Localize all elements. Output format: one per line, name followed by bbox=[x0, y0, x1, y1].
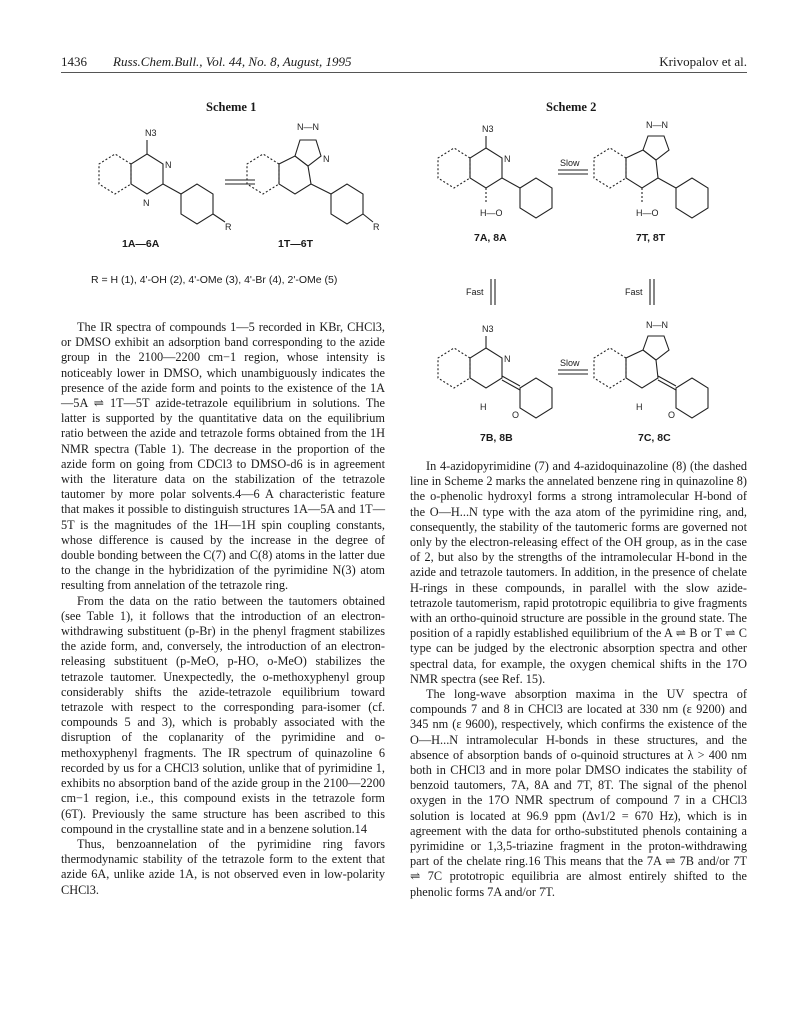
left-text-column bbox=[61, 320, 385, 898]
svg-text:N—N: N—N bbox=[646, 320, 668, 330]
scheme-1-title: Scheme 1 bbox=[206, 100, 257, 114]
scheme-1-structures bbox=[85, 118, 395, 236]
structure-1t bbox=[247, 122, 380, 232]
scheme-2-label-7c: 7C, 8C bbox=[638, 432, 671, 444]
slow-label-bottom: Slow bbox=[560, 358, 580, 368]
svg-text:R: R bbox=[373, 222, 380, 232]
header-rule bbox=[61, 72, 747, 73]
svg-text:N: N bbox=[504, 154, 511, 164]
fast-label-right: Fast bbox=[625, 287, 643, 297]
right-text-column bbox=[410, 459, 747, 900]
structure-7c bbox=[594, 320, 708, 420]
fast-equilibrium-right bbox=[646, 277, 658, 307]
fast-equilibrium-left bbox=[487, 277, 499, 307]
structure-7t bbox=[594, 120, 708, 218]
paragraph: In 4-azidopyrimidine (7) and 4-azidoquinazoline (8) (the dashed line in Scheme 2 marks the annelated benzene ring in quinazoline 8) the o-phenolic hydroxyl forms a strong intramolecular H-bond of the O—H...N type with the aza atom of the pyrimidine ring, and, consequently, the stability of the tautomeric forms are governed not only by the electron-releasing effect of the OH group, as in the case of 2, but also by the strengths of the intramolecular H-bond in the azide and tetrazole tautomers. In addition, in the presence of chelate H-rings in these compounds, in parallel with the slow azide-tetrazole tautomerism, rapid prototropic equilibria to give fragments with an ortho-quinoid structure are possible in the ground state. The position of a rapidly established equilibrium of the A ⇌ B or T ⇌ C type can be judged by the electronic absorption spectra and other spectral data, for example, the oxygen chemical shifts in the 17O NMR spectra (see Ref. 15). bbox=[410, 459, 747, 686]
paragraph: The long-wave absorption maxima in the UV spectra of compounds 7 and 8 in CHCl3 are located at 330 nm (ε 9200) and 345 nm (ε 9600), respectively, which confirms the existence of the O—H...N intramolecular H-bonds in these structures, and the absence of absorption bands of o-quinoid structures at λ > 400 nm both in CHCl3 and in more polar DMSO indicates the stability of benzoid tautomers, 7A, 8A and 7T, 8T. The signal of the phenol oxygen in the 17O NMR spectrum of compound 7 in a CHCl3 solution is located at 96.9 ppm (Δν1/2 = 670 Hz), which is in agreement with the data for ortho-substituted phenols containing a pyrimidine or 1,3,5-triazine fragment in the proton-withdrawing part of the chelate ring.16 This means that the 7A ⇌ 7B and/or 7T ⇌ 7C prototropic equilibria are almost entirely shifted to the phenolic forms 7A and/or 7T. bbox=[410, 687, 747, 899]
paragraph: The IR spectra of compounds 1—5 recorded in KBr, CHCl3, or DMSO exhibit an adsorption band corresponding to the azide group in the 2100—2200 cm−1 region, whose intensity is noticeably lower in DMSO, which unambiguously indicates the presence of the azide form and points to the existence of the 1A—5A ⇌ 1T—5T azide-tetrazole equilibrium in solutions. The latter is supported by the quantitative data on the equilibrium ratio between the azide and tetrazole forms obtained from the 1H NMR spectra (Table 1). The decrease in the proportion of the azide form on going from CDCl3 to DMSO-d6 is in agreement with the literature data on the stabilization of the tetrazole tautomer by more polar solvents.4—6 A characteristic feature that makes it possible to distinguish structures 1A—5A and 1T—5T is the magnitudes of the 1H—1H spin coupling constants, whose difference is caused by the increase in the degree of double bonding between the C(7) and C(8) atoms in the latter due to the change in the hybridization of the pyrimidine N(3) atom resulting from annelation of the tetrazole ring. bbox=[61, 320, 385, 593]
scheme-2-label-7t: 7T, 8T bbox=[636, 232, 666, 244]
svg-text:H—O: H—O bbox=[636, 208, 659, 218]
page-number: 1436 bbox=[61, 54, 87, 69]
structure-7a bbox=[438, 124, 552, 218]
svg-text:H: H bbox=[480, 402, 487, 412]
scheme-2-label-7a: 7A, 8A bbox=[474, 232, 507, 244]
r-substituent-definition: R = H (1), 4'-OH (2), 4'-OMe (3), 4'-Br (4), 2'-OMe (5) bbox=[91, 274, 338, 286]
svg-text:H: H bbox=[636, 402, 643, 412]
structure-1a bbox=[99, 128, 232, 232]
slow-label-top: Slow bbox=[560, 158, 580, 168]
scheme-2-label-7b: 7B, 8B bbox=[480, 432, 513, 444]
svg-text:N3: N3 bbox=[482, 124, 494, 134]
scheme-2-top-structures bbox=[430, 118, 730, 226]
scheme-1-label-left: 1A—6A bbox=[122, 238, 160, 250]
svg-text:N: N bbox=[323, 154, 330, 164]
svg-text:H—O: H—O bbox=[480, 208, 503, 218]
journal-citation: Russ.Chem.Bull., Vol. 44, No. 8, August, 1995 bbox=[113, 54, 352, 69]
structure-7b bbox=[438, 324, 552, 420]
svg-text:R: R bbox=[225, 222, 232, 232]
svg-text:N3: N3 bbox=[482, 324, 494, 334]
svg-text:N: N bbox=[165, 160, 172, 170]
scheme-2-bottom-structures bbox=[430, 318, 730, 424]
svg-text:O: O bbox=[668, 410, 676, 420]
svg-text:N: N bbox=[143, 198, 150, 208]
fast-label-left: Fast bbox=[466, 287, 484, 297]
svg-text:N—N: N—N bbox=[646, 120, 668, 130]
svg-text:N3: N3 bbox=[145, 128, 157, 138]
paragraph: From the data on the ratio between the tautomers obtained (see Table 1), it follows that the introduction of an electron-withdrawing substituent (p-Br) in the phenyl fragment stabilizes the azide form, and, conversely, the introduction of an electron-releasing substituent (p-MeO, p-HO, o-MeO) stabilizes the tetrazole tautomer. Unexpectedly, the o-methoxyphenyl group considerably shifts the azide-tetrazole equilibrium toward tetrazole with respect to the corresponding para-isomer (cf. compounds 5 and 3), which is probably associated with the disruption of the coplanarity of the pyrimidine and o-methoxyphenyl fragments. The IR spectrum of quinazoline 6 recorded by us for a CHCl3 solution, unlike that of pyrimidine 1, exhibits no absorption band of the azide group in the 2100—2200 cm−1 region, i.e., this compound exists in the tetrazole form (6T). Previously the same structure has been ascribed to this compound in the crystalline state and in a benzene solution.14 bbox=[61, 593, 385, 836]
scheme-2-title: Scheme 2 bbox=[546, 100, 597, 114]
paragraph: Thus, benzoannelation of the pyrimidine ring favors thermodynamic stability of the tetrazole form to the extent that azide 6A, unlike azide 1A, is not observed even in low-polarity CHCl3. bbox=[61, 836, 385, 897]
authors: Krivopalov et al. bbox=[659, 54, 747, 69]
svg-text:O: O bbox=[512, 410, 520, 420]
svg-text:N: N bbox=[504, 354, 511, 364]
svg-text:N—N: N—N bbox=[297, 122, 319, 132]
scheme-1-label-right: 1T—6T bbox=[278, 238, 314, 250]
